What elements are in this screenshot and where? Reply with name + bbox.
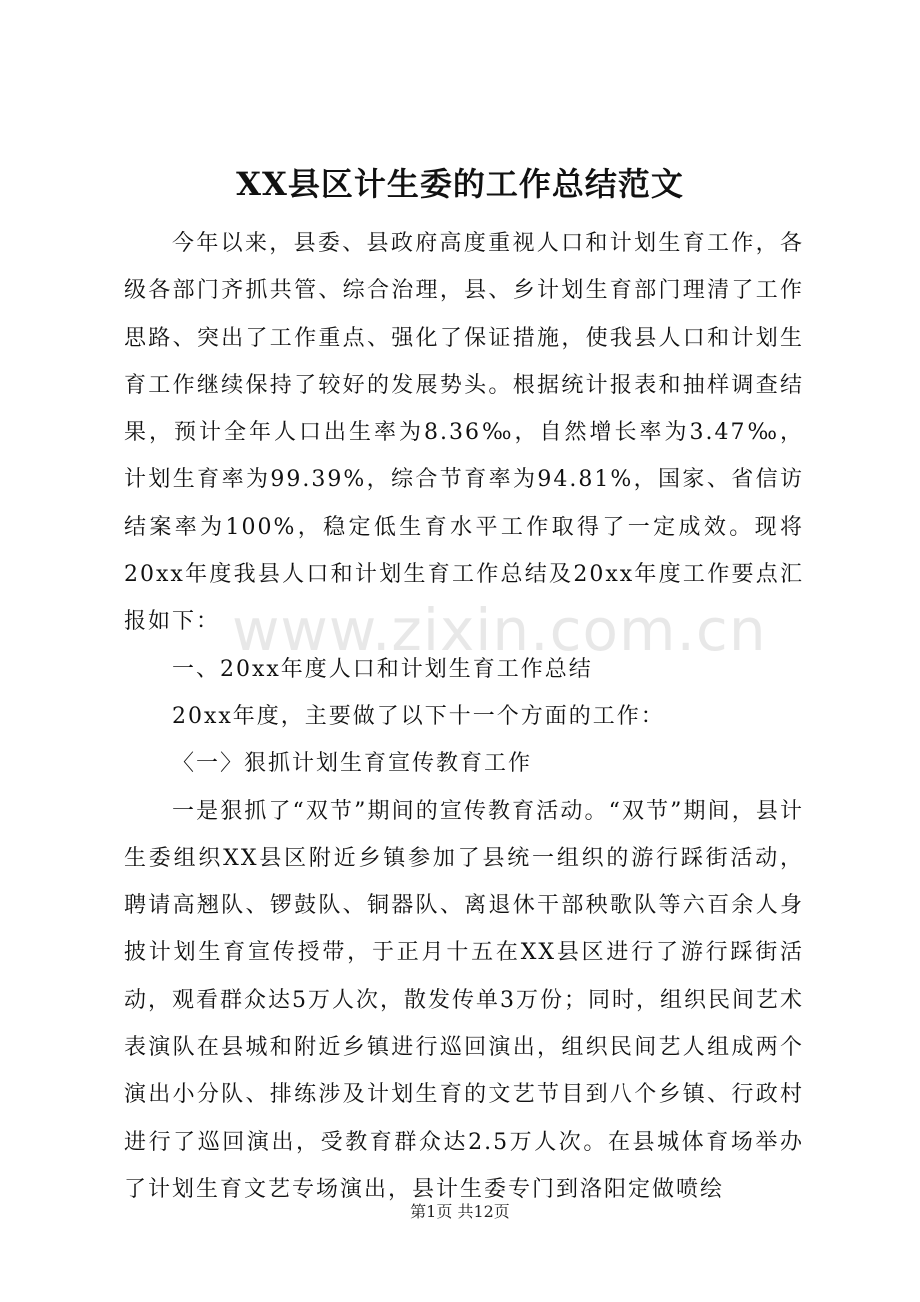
paragraph-subsection-heading: 〈一〉狠抓计划生育宣传教育工作 [172,751,533,777]
document-body [124,220,804,1213]
page-footer: 第1页 共12页 [410,1202,510,1221]
paragraph-intro: 今年以来，县委、县政府高度重视人口和计划生育工作，各级各部门齐抓共管、综合治理，县、乡计划生育部门理清了工作思路、突出了工作重点、强化了保证措施，使我县人口和计划生育工作继续保持了较好的发展势头。根据统计报表和抽样调查结果，预计全年人口出生率为8.36‰，自然增长率为3.47‰，计划生育率为99.39%，综合节育率为94.81%，国家、省信访结案率为100%，稳定低生育水平工作取得了一定成效。现将20xx年度我县人口和计划生育工作总结及20xx年度工作要点汇报如下： [124,231,804,635]
watermark: www.zixin.com.cn [232,596,767,664]
paragraph-section-heading: 一、20xx年度人口和计划生育工作总结 [172,656,593,682]
document-title: XX县区计生委的工作总结范文 [236,165,684,203]
paragraph-detail: 一是狠抓了“双节”期间的宣传教育活动。“双节”期间，县计生委组织XX县区附近乡镇参加了县统一组织的游行踩街活动，聘请高翘队、锣鼓队、铜器队、离退休干部秧歌队等六百余人身披计划生育宣传授带，于正月十五在XX县区进行了游行踩街活动，观看群众达5万人次，散发传单3万份；同时，组织民间艺术表演队在县城和附近乡镇进行巡回演出，组织民间艺人组成两个演出小分队、排练涉及计划生育的文艺节目到八个乡镇、行政村进行了巡回演出，受教育群众达2.5万人次。在县城体育场举办了计划生育文艺专场演出，县计生委专门到洛阳定做喷绘 [124,798,804,1202]
paragraph-overview: 20xx年度，主要做了以下十一个方面的工作： [172,703,665,729]
